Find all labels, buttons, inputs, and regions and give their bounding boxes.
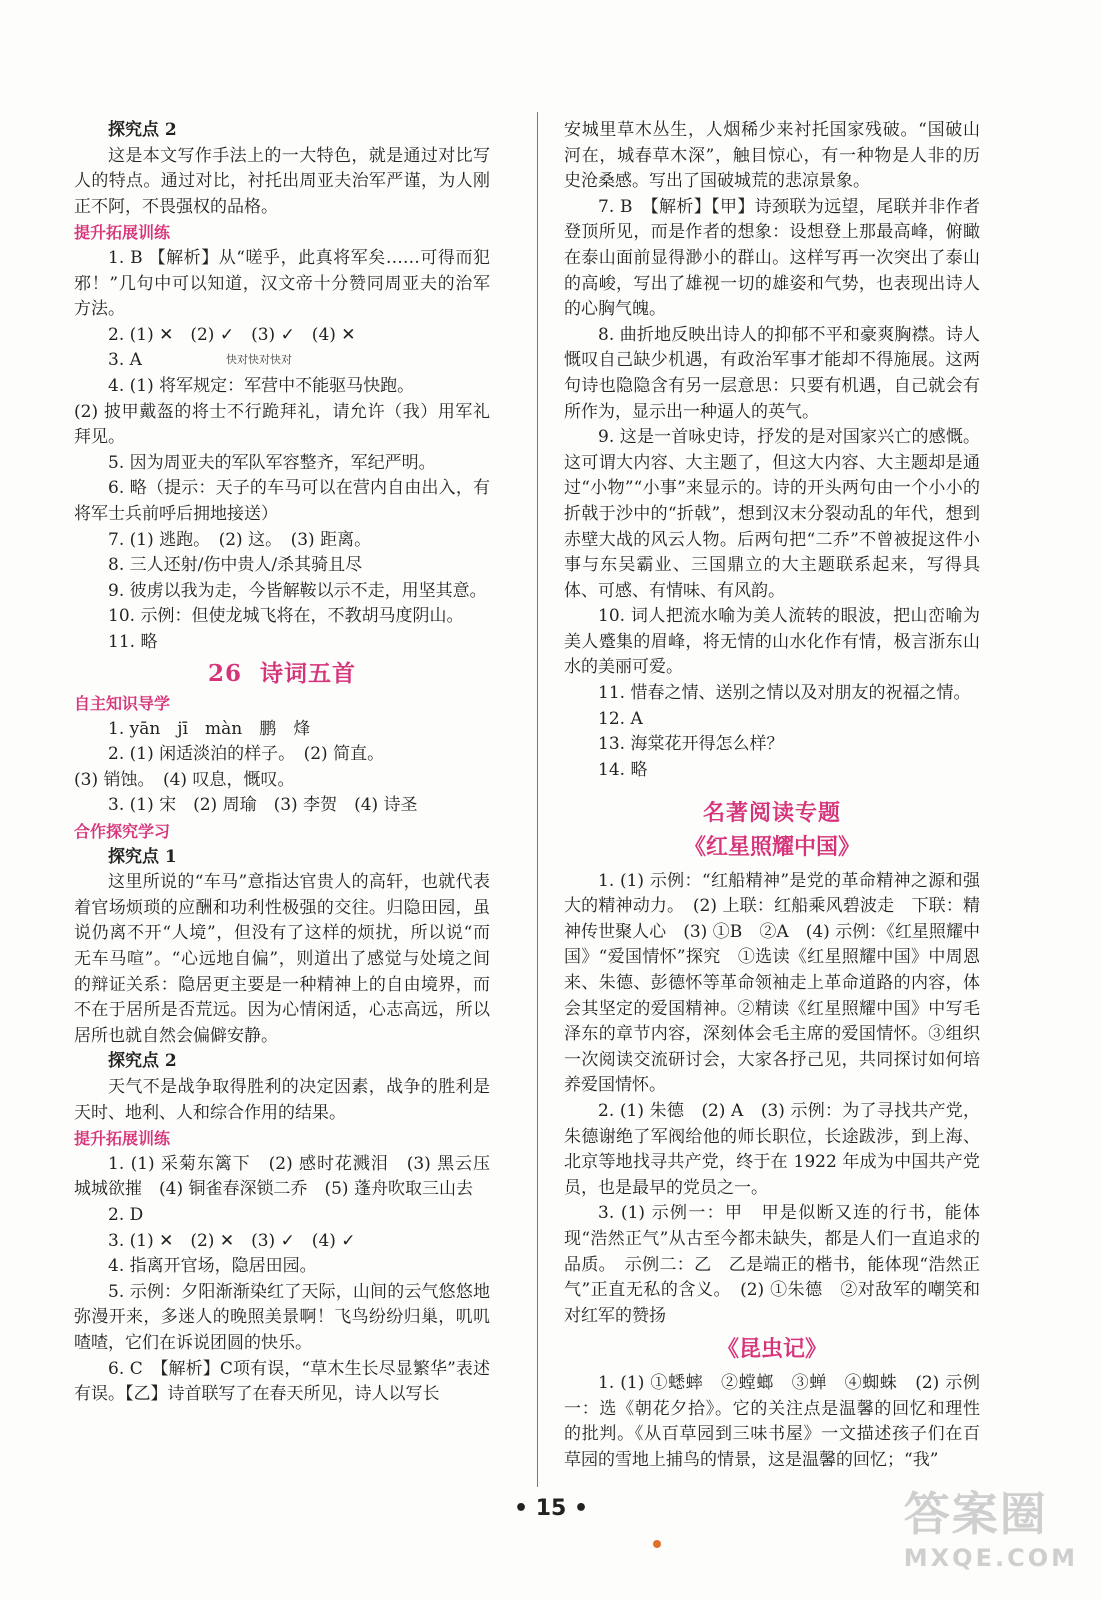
watermark-url: MXQE.COM <box>903 1544 1078 1572</box>
handwritten-note: 快对快对快对 <box>226 353 292 366</box>
lesson-name: 诗词五首 <box>260 660 356 688</box>
inquiry-heading: 探究点 2 <box>108 120 177 140</box>
left-column <box>74 118 490 1408</box>
lesson-number: 26 <box>207 660 242 688</box>
answer-paragraph: 这是本文写作手法上的一大特色，就是通过对比写人的特点。通过对比，衬托出周亚夫治军严谨，为人刚正不阿，不畏强权的品格。 <box>74 145 490 217</box>
ink-dot <box>653 1540 661 1548</box>
answer-paragraph: 9. 彼虏以我为走，今皆解鞍以示不走，用坚其意。 <box>108 580 487 601</box>
watermark <box>904 1478 1078 1572</box>
answer-paragraph: 5. 因为周亚夫的军队军容整齐，军纪严明。 <box>108 452 436 473</box>
answer-paragraph: 2. (1) 闲适淡泊的样子。 (2) 简直。 <box>108 744 385 765</box>
answer-paragraph: 1. (1) ①蟋蟀 ②螳螂 ③蝉 ④蜘蛛 (2) 示例一：选《朝花夕拾》。它的关注点是温馨的回忆和理性的批判。《从百草园到三味书屋》一文描述孩子们在百草园的雪地上捕鸟的情景，这是温馨的回忆；“我” <box>564 1372 980 1470</box>
answer-paragraph: 14. 略 <box>598 759 648 780</box>
answer-paragraph: 1. B 【解析】从“嗟乎，此真将军矣……可得而犯邪！”几句中可以知道，汉文帝十分赞同周亚夫的治军方法。 <box>74 247 490 320</box>
answer-paragraph: 3. (1) 示例一：甲 甲是似断又连的行书，能体现“浩然正气”从古至今都未缺失，都是人们一直追求的品质。 示例二：乙 乙是端正的楷书，能体现“浩然正气”正直无私的含义。 (2) ①朱德 ②对敌军的嘲笑和对红军的赞扬 <box>564 1203 980 1326</box>
answer-paragraph: 天气不是战争取得胜利的决定因素，战争的胜利是天时、地利、人和综合作用的结果。 <box>74 1076 490 1123</box>
right-column <box>564 118 980 1473</box>
answer-paragraph: 6. C 【解析】C项有误，“草木生长尽显繁华”表述有误。【乙】诗首联写了在春天所见，诗人以写长 <box>74 1358 490 1405</box>
answer-paragraph: 3. (1) 宋 (2) 周瑜 (3) 李贺 (4) 诗圣 <box>108 795 418 816</box>
book-title: 《红星照耀中国》 <box>683 834 860 861</box>
page-number: • 15 • <box>513 1496 589 1521</box>
answer-paragraph: 1. (1) 采菊东篱下 (2) 感时花溅泪 (3) 黑云压城城欲摧 (4) 铜雀春深锁二乔 (5) 蓬舟吹取三山去 <box>74 1153 490 1200</box>
answer-paragraph: 2. D <box>108 1204 144 1225</box>
answer-paragraph: 这里所说的“车马”意指达官贵人的高轩，也就代表着官场烦琐的应酬和功利性极强的交往。归隐田园，虽说仍离不开“人境”，但没有了这样的烦扰，所以说“而无车马喧”。“心远地自偏”，则道出了感觉与处境之间的辩证关系：隐居更主要是一种精神上的自由境界，而不在于居所是否荒远。因为心情闲适，心志高远，所以居所也就自然会偏僻安静。 <box>74 872 490 1046</box>
subsection-heading: 合作探究学习 <box>74 822 171 842</box>
answer-paragraph: 13. 海棠花开得怎么样？ <box>598 734 784 755</box>
answer-paragraph: 10. 词人把流水喻为美人流转的眼波，把山峦喻为美人蹙集的眉峰，将无情的山水化作有情，极言浙东山水的美丽可爱。 <box>564 606 980 678</box>
answer-paragraph: 安城里草木丛生，人烟稀少来衬托国家残破。“国破山河在，城春草木深”，触目惊心，有一种物是人非的历史沧桑感。写出了国破城荒的悲凉景象。 <box>564 120 980 192</box>
answer-paragraph: (3) 销蚀。 (4) 叹息，慨叹。 <box>74 769 295 790</box>
answer-paragraph: 7. (1) 逃跑。 (2) 这。 (3) 距离。 <box>108 529 372 550</box>
answer-paragraph: 3. (1) ✕ (2) ✕ (3) ✓ (4) ✓ <box>108 1230 356 1251</box>
topic-title: 名著阅读专题 <box>702 800 841 827</box>
answer-paragraph: 2. (1) ✕ (2) ✓ (3) ✓ (4) ✕ <box>108 324 356 345</box>
book-title: 《昆虫记》 <box>716 1336 827 1363</box>
answer-paragraph: 2. (1) 朱德 (2) A (3) 示例：为了寻找共产党，朱德谢绝了军阀给他的师长职位，长途跋涉，到上海、北京等地找寻共产党，终于在 1922 年成为中国共产党员，也是最早的党员之一。 <box>564 1100 980 1198</box>
answer-paragraph: 8. 三人还射/伤中贵人/杀其骑且尽 <box>108 555 363 576</box>
answer-paragraph: 11. 惜春之情、送别之情以及对朋友的祝福之情。 <box>598 683 971 704</box>
answer-paragraph: 3. A <box>108 350 142 371</box>
answer-paragraph: 9. 这是一首咏史诗，抒发的是对国家兴亡的感慨。这可谓大内容、大主题了，但这大内容、大主题却是通过“小物”“小事”来显示的。诗的开头两句由一个小小的折戟于沙中的“折戟”，想到汉末分裂动乱的年代，想到赤壁大战的风云人物。后两句把“二乔”不曾被捉这件小事与东吴霸业、三国鼎立的大主题联系起来，写得具体、可感、有情味、有风韵。 <box>564 427 980 601</box>
lesson-title <box>74 661 490 687</box>
answer-paragraph: 1. yān jī màn 鹏 烽 <box>108 718 311 739</box>
column-divider <box>537 112 538 1487</box>
answer-paragraph: 12. A <box>598 708 643 729</box>
inquiry-heading: 探究点 1 <box>108 846 177 867</box>
answer-paragraph: 8. 曲折地反映出诗人的抑郁不平和豪爽胸襟。诗人慨叹自己缺少机遇，有政治军事才能却不得施展。这两句诗也隐隐含有另一层意思：只要有机遇，自己就会有所作为，显示出一种逼人的英气。 <box>564 324 980 422</box>
subsection-heading: 提升拓展训练 <box>74 223 171 243</box>
answer-paragraph: 10. 示例：但使龙城飞将在，不教胡马度阴山。 <box>108 606 464 627</box>
answer-paragraph: 1. (1) 示例：“红船精神”是党的革命精神之源和强大的精神动力。 (2) 上联：红船乘风碧波走 下联：精神传世聚人心 (3) ①B ②A (4) 示例：《红星照耀中国》“爱国情怀”探究 ①选读《红星照耀中国》中周恩来、朱德、彭德怀等革命领袖走上革命道路的内容，体会其坚定的爱国精神。②精读《红星照耀中国》中写毛泽东的章节内容，深刻体会毛主席的爱国情怀。③组织一次阅读交流研讨会，大家各抒己见，共同探讨如何培养爱国情怀。 <box>564 870 980 1096</box>
subsection-heading: 提升拓展训练 <box>74 1129 171 1149</box>
answer-paragraph: 7. B 【解析】【甲】诗颈联为远望，尾联并非作者登顶所见，而是作者的想象：设想登上那最高峰，俯瞰在泰山面前显得渺小的群山。这样写再一次突出了泰山的高峻，写出了雄视一切的雄姿和气势，也表现出诗人的心胸气魄。 <box>564 196 980 320</box>
answer-paragraph: 4. 指离开官场，隐居田园。 <box>108 1256 317 1277</box>
answer-paragraph: 11. 略 <box>108 631 158 652</box>
subsection-heading: 自主知识导学 <box>74 694 171 714</box>
watermark-logo: 答案圈 <box>903 1487 1048 1541</box>
answer-paragraph: 6. 略（提示：天子的车马可以在营内自由出入，有将军士兵前呼后拥地接送） <box>74 478 490 524</box>
answer-paragraph: (2) 披甲戴盔的将士不行跪拜礼，请允许（我）用军礼拜见。 <box>74 401 490 448</box>
inquiry-heading: 探究点 2 <box>108 1051 177 1072</box>
answer-paragraph: 4. (1) 将军规定：军营中不能驱马快跑。 <box>108 375 415 396</box>
answer-paragraph: 5. 示例：夕阳渐渐染红了天际，山间的云气悠悠地弥漫开来，多迷人的晚照美景啊！飞鸟纷纷归巢，叽叽喳喳，它们在诉说团圆的快乐。 <box>74 1281 490 1353</box>
